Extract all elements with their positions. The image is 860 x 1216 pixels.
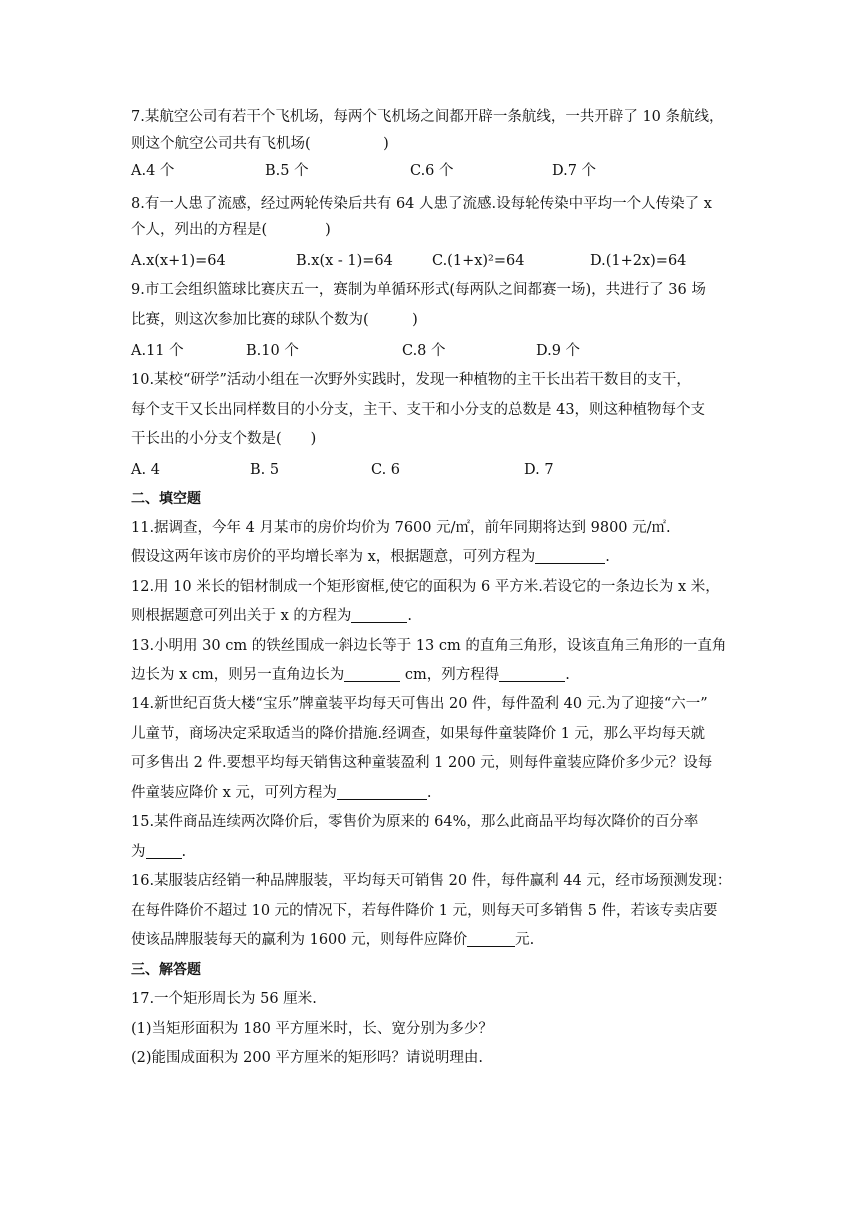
q13-text-2: cm，列方程得	[400, 667, 500, 683]
q7-stem-line2: 则这个航空公司共有飞机场( )	[131, 136, 389, 152]
q11-text: 假设这两年该市房价的平均增长率为 x，根据题意，可列方程为	[131, 549, 536, 565]
q14-stem-line1: 14.新世纪百货大楼“宝乐”牌童装平均每天可售出 20 件，每件盈利 40 元.为了迎接“六一”	[131, 696, 708, 712]
q10-option-b: B. 5	[250, 462, 280, 478]
q7-option-d: D.7 个	[552, 163, 597, 179]
q11-stem-line2	[131, 547, 610, 567]
q13-text: 边长为 x cm，则另一直角边长为	[131, 667, 345, 683]
q9-option-c: C.8 个	[402, 343, 446, 359]
q12-text: 则根据题意可列出关于 x 的方程为	[131, 608, 352, 624]
q14-stem-line3: 可多售出 2 件.要想平均每天销售这种童装盈利 1 200 元，则每件童装应降价多少元？设每	[131, 755, 713, 771]
q7-option-b: B.5 个	[265, 163, 309, 179]
q8-option-c: C.(1+x)²=64	[432, 253, 525, 269]
q8-stem-line1: 8.有一人患了流感，经过两轮传染后共有 64 人患了流感.设每轮传染中平均一个人传染了 x	[131, 196, 712, 212]
q9-option-b: B.10 个	[246, 343, 299, 359]
q15-text: 为	[131, 844, 146, 860]
q7-stem-line1: 7.某航空公司有若干个飞机场，每两个飞机场之间都开辟一条航线，一共开辟了 10 条航线，	[131, 109, 724, 125]
q12-stem-line1: 12.用 10 米长的铝材制成一个矩形窗框,使它的面积为 6 平方米.若设它的一条边长为 x 米，	[131, 579, 720, 595]
q16-stem-line2: 在每件降价不超过 10 元的情况下，若每件降价 1 元，则每天可多销售 5 件，若该专卖店要	[131, 903, 718, 919]
q16-unit: 元.	[515, 932, 535, 948]
q15-period: .	[181, 844, 187, 860]
q8-option-d: D.(1+2x)=64	[590, 253, 687, 269]
q10-stem-line1: 10.某校“研学”活动小组在一次野外实践时，发现一种植物的主干长出若干数目的支干，	[131, 372, 691, 388]
q15-stem-line2	[131, 842, 186, 862]
q15-answer-blank	[146, 843, 182, 859]
q16-stem-line3	[131, 930, 534, 950]
q12-period: .	[407, 608, 413, 624]
section-fill-in-heading: 二、填空题	[131, 491, 201, 507]
q16-stem-line1: 16.某服装店经销一种品牌服装，平均每天可销售 20 件，每件赢利 44 元，经市场预测发现：	[131, 873, 732, 889]
q14-answer-blank	[337, 784, 427, 800]
q16-answer-blank	[467, 931, 515, 947]
q17-part-2: (2)能围成面积为 200 平方厘米的矩形吗？请说明理由.	[131, 1050, 484, 1066]
q13-period: .	[565, 667, 570, 683]
q8-option-b: B.x(x - 1)=64	[296, 253, 393, 269]
q8-option-a: A.x(x+1)=64	[131, 253, 226, 269]
q14-stem-line2: 儿童节，商场决定采取适当的降价措施.经调查，如果每件童装降价 1 元，那么平均每天就	[131, 726, 706, 742]
q11-period: .	[605, 549, 610, 565]
q17-part-1: (1)当矩形面积为 180 平方厘米时，长、宽分别为多少？	[131, 1021, 493, 1037]
q11-stem-line1: 11.据调查，今年 4 月某市的房价均价为 7600 元/㎡，前年同期将达到 9800 元/㎡.	[131, 520, 671, 536]
q9-stem-line2: 比赛，则这次参加比赛的球队个数为( )	[131, 312, 418, 328]
q16-text: 使该品牌服装每天的赢利为 1600 元，则每件应降价	[131, 932, 468, 948]
q14-stem-line4	[131, 783, 432, 803]
q9-option-d: D.9 个	[536, 343, 581, 359]
q10-option-d: D. 7	[524, 462, 554, 478]
q11-answer-blank	[535, 548, 605, 564]
q12-answer-blank	[351, 607, 407, 623]
q12-stem-line2	[131, 606, 412, 626]
q10-option-a: A. 4	[131, 462, 160, 478]
q10-option-c: C. 6	[371, 462, 401, 478]
q8-stem-line2: 个人，列出的方程是( )	[131, 222, 331, 238]
q13-stem-line2	[131, 665, 570, 685]
q14-period: .	[426, 785, 432, 801]
section-solve-heading: 三、解答题	[131, 962, 201, 978]
q17-stem: 17.一个矩形周长为 56 厘米.	[131, 991, 317, 1007]
q10-stem-line2: 每个支干又长出同样数目的小分支，主干、支干和小分支的总数是 43，则这种植物每个支	[131, 402, 706, 418]
q9-option-a: A.11 个	[131, 343, 184, 359]
q7-option-c: C.6 个	[410, 163, 454, 179]
q15-stem-line1: 15.某件商品连续两次降价后，零售价为原来的 64%，那么此商品平均每次降价的百分率	[131, 814, 699, 830]
q14-text: 件童装应降价 x 元，可列方程为	[131, 785, 337, 801]
q13-stem-line1: 13.小明用 30 cm 的铁丝围成一斜边长等于 13 cm 的直角三角形，设该直角三角形的一直角	[131, 638, 727, 654]
q10-stem-line3: 干长出的小分支个数是( )	[131, 431, 317, 447]
q13-answer-blank-1	[344, 666, 400, 682]
q7-option-a: A.4 个	[131, 163, 175, 179]
q13-answer-blank-2	[499, 666, 565, 682]
q9-stem-line1: 9.市工会组织篮球比赛庆五一，赛制为单循环形式(每两队之间都赛一场)，共进行了 36 场	[131, 282, 706, 298]
